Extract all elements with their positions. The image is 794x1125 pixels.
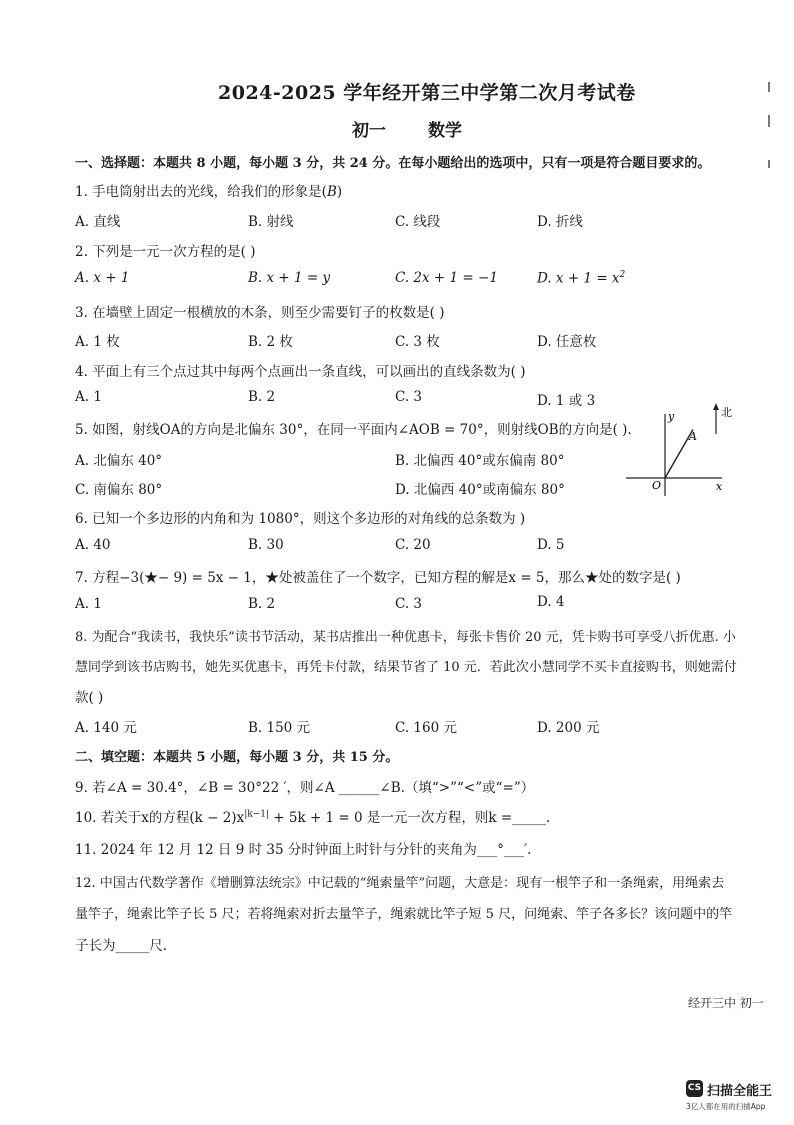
q8-option-a: A. 140 元 <box>75 720 137 736</box>
scan-edge-mark <box>768 115 770 127</box>
q12-stem-line3: 子长为_____尺. <box>75 938 168 954</box>
scanner-logo-icon: CS <box>686 1080 703 1097</box>
exam-title: 2024-2025 学年经开第三中学第二次月考试卷 <box>218 82 636 104</box>
q7-option-b: B. 2 <box>248 596 276 612</box>
q1-option-a: A. 直线 <box>75 214 121 230</box>
q2-stem: 2. 下列是一元一次方程的是( ) <box>75 244 256 260</box>
q3-option-d: D. 任意枚 <box>537 334 597 350</box>
q6-option-d: D. 5 <box>537 537 565 553</box>
q2-option-d-text: D. x + 1 = x <box>537 270 620 287</box>
q3-option-b: B. 2 枚 <box>248 334 293 350</box>
q8-stem-line2: 慧同学到该书店购书，她先买优惠卡，再凭卡付款，结果节省了 10 元．若此次小慧同学不买卡直接购书，则她需付 <box>75 660 737 675</box>
q5-north-arrow-head <box>713 403 719 410</box>
q8-option-c: C. 160 元 <box>395 720 457 736</box>
q6-option-a: A. 40 <box>75 537 111 553</box>
q11-stem: 11. 2024 年 12 月 12 日 9 时 35 分时钟面上时针与分针的夹角为___°___′. <box>75 842 532 858</box>
q4-option-d: D. 1 或 3 <box>537 393 596 409</box>
section1-heading: 一、选择题：本题共 8 小题，每小题 3 分，共 24 分。在每小题给出的选项中，只有一项是符合题目要求的。 <box>75 156 711 171</box>
q1-option-d: D. 折线 <box>537 214 583 230</box>
q8-stem-line1: 8. 为配合“我读书，我快乐”读书节活动，某书店推出一种优惠卡，每张卡售价 20 元，凭卡购书可享受八折优惠. 小 <box>75 630 736 645</box>
q1-text: 1. 手电筒射出去的光线，给我们的形象是( <box>75 184 327 200</box>
q5-stem: 5. 如图，射线OA的方向是北偏东 30°，在同一平面内∠AOB = 70°，则射线OB的方向是( ). <box>75 422 632 438</box>
scanner-app-name: 扫描全能王 <box>707 1084 773 1099</box>
q1-close: ) <box>336 184 343 200</box>
q9-stem: 9. 若∠A = 30.4°，∠B = 30°22 ′，则∠A ______∠B.（填“>”“<”或“=”） <box>75 780 535 796</box>
q6-option-c: C. 20 <box>395 537 431 553</box>
q5-label-o: O <box>652 479 662 492</box>
q8-stem-line3: 款( ) <box>75 690 104 706</box>
scan-edge-mark <box>768 160 770 168</box>
q1-handwritten-mark: B <box>326 184 337 200</box>
q3-option-a: A. 1 枚 <box>75 334 120 350</box>
q7-option-c: C. 3 <box>395 596 423 612</box>
q12-stem-line2: 量竿子，绳索比竿子长 5 尺；若将绳索对折去量竿子，绳索就比竿子短 5 尺，问绳索、竿子各多长？该问题中的竿 <box>75 907 733 922</box>
q10-stem <box>75 806 550 826</box>
q8-option-d: D. 200 元 <box>537 720 600 736</box>
q5-option-c: C. 南偏东 80° <box>75 482 163 498</box>
footer-school-tag: 经开三中 初一 <box>688 996 764 1010</box>
q5-option-b: B. 北偏西 40°或东偏南 80° <box>395 453 565 469</box>
q3-stem: 3. 在墙壁上固定一根横放的木条，则至少需要钉子的枚数是( ) <box>75 305 445 321</box>
exam-subject: 数学 <box>428 121 462 141</box>
q4-option-a: A. 1 <box>75 389 102 405</box>
q2-option-d-exponent: 2 <box>619 270 626 280</box>
q7-stem: 7. 方程−3(★− 9) = 5x − 1，★处被盖住了一个数字，已知方程的解是x = 5，那么★处的数字是( ) <box>75 570 681 586</box>
q1-stem <box>75 180 342 200</box>
q5-label-north: 北 <box>721 406 732 419</box>
exam-grade: 初一 <box>352 121 386 141</box>
q7-option-d: D. 4 <box>537 594 565 610</box>
q8-option-b: B. 150 元 <box>248 720 311 736</box>
scan-edge-mark <box>768 82 770 92</box>
section2-heading: 二、填空题：本题共 5 小题，每小题 3 分，共 15 分。 <box>75 750 399 765</box>
q1-option-b: B. 射线 <box>248 214 294 230</box>
q12-stem-line1: 12. 中国古代数学著作《增删算法统宗》中记载的“绳索量竿”问题，大意是：现有一根竿子和一条绳索，用绳索去 <box>75 876 725 891</box>
q3-option-c: C. 3 枚 <box>395 334 440 350</box>
q2-option-c: C. 2x + 1 = −1 <box>395 270 498 286</box>
q5-label-x: x <box>716 480 723 493</box>
q5-label-y: y <box>668 410 675 423</box>
q10-text-post: + 5k + 1 = 0 是一元一次方程，则k =_____. <box>268 810 551 826</box>
q6-stem: 6. 已知一个多边形的内角和为 1080°，则这个多边形的对角线的总条数为 ) <box>75 511 526 527</box>
q5-option-a: A. 北偏东 40° <box>75 453 163 469</box>
q7-option-a: A. 1 <box>75 596 102 612</box>
q2-option-a: A. x + 1 <box>75 270 130 286</box>
q2-option-d <box>537 270 625 287</box>
q4-option-c: C. 3 <box>395 389 423 405</box>
q2-option-b: B. x + 1 = y <box>248 270 331 286</box>
q10-exponent: |k−1| <box>244 809 269 820</box>
q4-stem: 4. 平面上有三个点过其中每两个点画出一条直线，可以画出的直线条数为( ) <box>75 364 526 380</box>
q1-option-c: C. 线段 <box>395 214 441 230</box>
q4-option-b: B. 2 <box>248 389 276 405</box>
q6-option-b: B. 30 <box>248 537 284 553</box>
q5-figure <box>618 400 748 500</box>
scanner-tagline: 3亿人都在用的扫描App <box>686 1102 766 1111</box>
q10-text-pre: 10. 若关于x的方程(k − 2)x <box>75 810 245 826</box>
q5-option-d: D. 北偏西 40°或南偏东 80° <box>395 482 565 498</box>
q5-label-a: A <box>689 430 697 443</box>
